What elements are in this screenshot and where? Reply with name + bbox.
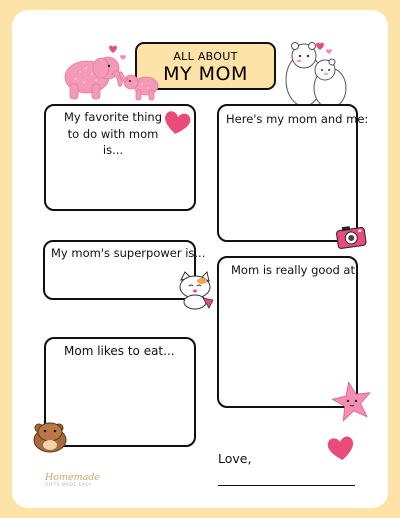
likes-to-eat-prompt: Mom likes to eat... [64, 344, 175, 358]
hamster-illustration [30, 418, 70, 454]
elephants-illustration [52, 44, 164, 106]
star-icon [330, 380, 374, 422]
heart-icon [163, 110, 191, 136]
signature-line[interactable] [218, 485, 355, 486]
brand-logo: Homemade [45, 472, 101, 483]
brand-tagline: GIFTS MADE EASY [45, 483, 92, 488]
superpower-prompt: My mom's superpower is... [51, 246, 206, 260]
polar-bears-illustration [280, 38, 360, 110]
good-at-prompt: Mom is really good at: [231, 263, 359, 277]
mom-and-me-prompt: Here's my mom and me: [226, 112, 369, 126]
camera-icon [334, 222, 368, 250]
heart-icon [326, 434, 356, 462]
title-line2: MY MOM [163, 63, 248, 85]
love-label: Love, [218, 451, 252, 466]
favorite-thing-prompt: My favorite thing to do with mom is... [63, 110, 163, 158]
title-line1: ALL ABOUT [173, 50, 238, 63]
cat-illustration [175, 270, 217, 310]
